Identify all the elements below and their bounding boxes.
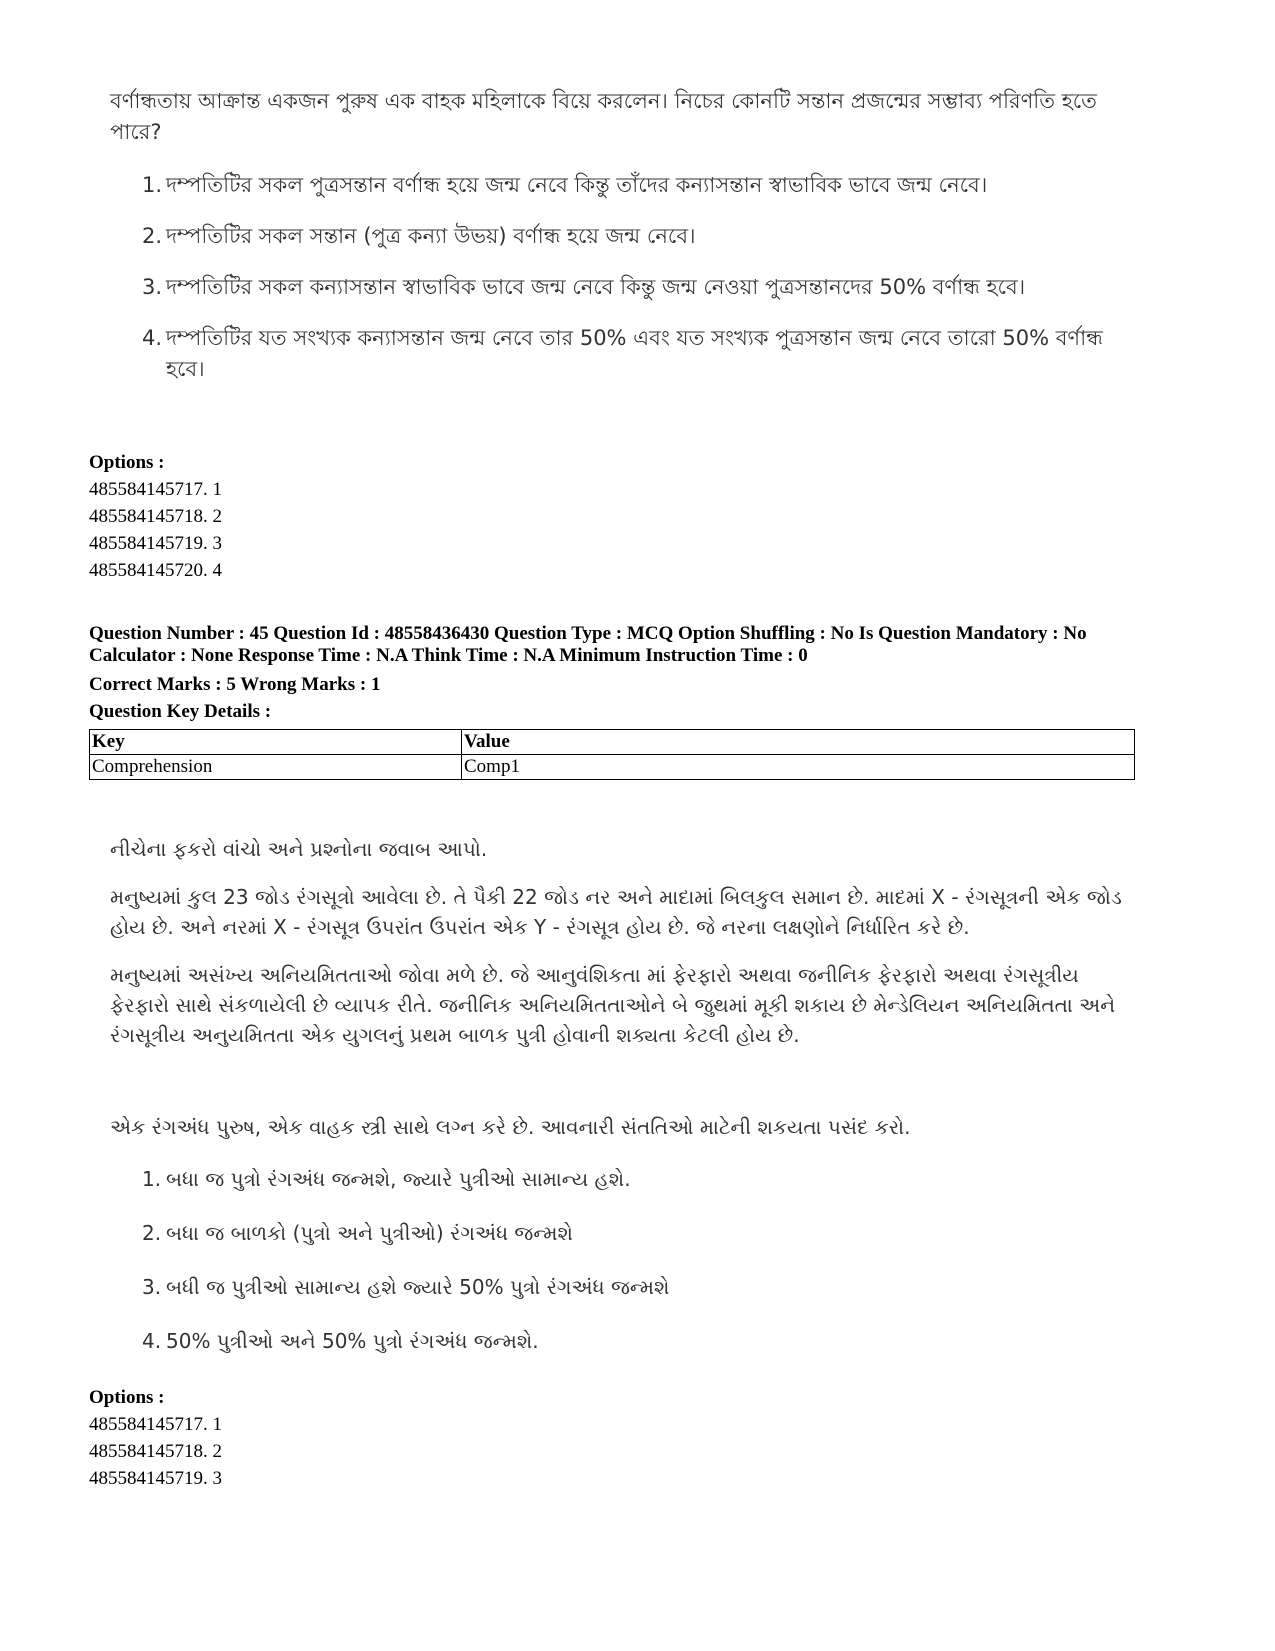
table-header-key: Key [90, 730, 462, 755]
table-row [90, 755, 1135, 780]
choice-text: দম্পতিটির যত সংখ্যক কন্যাসন্তান জন্ম নেবে তার 50% এবং যত সংখ্যক পুত্রসন্তান জন্ম নেবে তারো 50% বর্ণান্ধ হবে। [166, 326, 1103, 381]
choice-number: 3. [142, 1275, 162, 1299]
passage-intro: નીચેના ફકરો વાંચો અને પ્રશ્નોના જવાબ આપો. [110, 837, 488, 861]
passage-paragraph-2: મનુષ્યમાં અસંખ્ય અનિયમિતતાઓ જોવા મળે છે. જે આનુવંશિકતા માં ફેરફારો અથવા જનીનિક ફેરફારો અથવા રંગસૂત્રીય ફેરફારો સાથે સંકળાયેલી છે વ્યાપક રીતે. જનીનિક અનિયમિતતાઓને બે જુથમાં મૂકી શકાય છે મેન્ડેલિયન અનિયમિતતા અને રંગસૂત્રીય અનુયમિતતા એક યુગલનું પ્રથમ બાળક પુત્રી હોવાની શક્યતા કેટલી હોય છે. [110, 963, 1116, 1047]
q44-choice-1 [110, 170, 1120, 201]
q44-choice-3 [110, 272, 1120, 303]
passage-paragraph-1: મનુષ્યમાં કુલ 23 જોડ રંગસૂત્રો આવેલા છે. તે પૈકી 22 જોડ નર અને માદામાં બિલકુલ સમાન છે. માદમાં X - રંગસૂત્રની એક જોડ હોય છે. અને નરમાં X - રંગસૂત્ર ઉપરાંત ઉપરાંત એક Y - રંગસૂત્ર હોય છે. જે નરના લક્ષણોને નિર્ધારિત કરે છે. [110, 885, 1122, 939]
table-header-row [90, 730, 1135, 755]
option-item: 485584145718. 2 [89, 506, 222, 527]
option-item: 485584145718. 2 [89, 1441, 222, 1462]
table-header-value: Value [462, 730, 1135, 755]
choice-number: 4. [142, 1329, 162, 1353]
q45-metadata: Question Number : 45 Question Id : 48558436430 Question Type : MCQ Option Shuffling : No Is Question Mandatory : No Calculator : None Response Time : N.A Think Time : N.A Minimum Instruction Time : 0 [89, 623, 1087, 666]
choice-text: দম্পতিটির সকল সন্তান (পুত্র কন্যা উভয়) বর্ণান্ধ হয়ে জন্ম নেবে। [166, 224, 696, 248]
q45-question-text: એક રંગઅંધ પુરુષ, એક વાહક સ્ત્રી સાથે લગ્ન કરે છે. આવનારી સંતતિઓ માટેની શકયતા પસંદ કરો. [110, 1115, 911, 1139]
q45-choice-list [110, 1164, 1140, 1357]
choice-number: 4. [142, 326, 163, 350]
table-cell: Comp1 [462, 755, 1135, 780]
q44-question-text: বর্ণান্ধতায় আক্রান্ত একজন পুরুষ এক বাহক মহিলাকে বিয়ে করলেন। নিচের কোনটি সন্তান প্রজন্মের সম্ভাব্য পরিণতি হতে পারে? [110, 89, 1097, 144]
choice-text: બધી જ પુત્રીઓ સામાન્ય હશે જ્યારે 50% પુત્રો રંગઅંધ જન્મશે [166, 1275, 670, 1299]
q45-choice-2 [110, 1218, 1140, 1249]
choice-text: બધા જ પુત્રો રંગઅંધ જન્મશે, જ્યારે પુત્રીઓ સામાન્ય હશે. [166, 1167, 631, 1191]
q45-key-details-label: Question Key Details : [89, 701, 272, 722]
q45-choice-4 [110, 1326, 1140, 1357]
choice-number: 1. [142, 1167, 162, 1191]
options-label: Options : [89, 452, 165, 473]
choice-text: 50% પુત્રીઓ અને 50% પુત્રો રંગઅંધ જન્મશે. [166, 1329, 539, 1353]
q44-question-image [110, 86, 1120, 385]
q44-choice-2 [110, 221, 1120, 252]
choice-number: 1. [142, 173, 163, 197]
option-item: 485584145719. 3 [89, 533, 222, 554]
q44-choice-4 [110, 323, 1120, 385]
q45-marks: Correct Marks : 5 Wrong Marks : 1 [89, 674, 381, 695]
choice-number: 3. [142, 275, 163, 299]
option-item: 485584145720. 4 [89, 560, 222, 581]
choice-number: 2. [142, 224, 163, 248]
option-item: 485584145719. 3 [89, 1468, 222, 1489]
choice-text: બધા જ બાળકો (પુત્રો અને પુત્રીઓ) રંગઅંધ જન્મશે [166, 1221, 573, 1245]
table-cell: Comprehension [90, 755, 462, 780]
q45-question-image [110, 834, 1140, 1357]
q44-options [89, 449, 222, 584]
option-item: 485584145717. 1 [89, 1414, 222, 1435]
q44-choice-list [110, 170, 1120, 385]
option-item: 485584145717. 1 [89, 479, 222, 500]
options-label: Options : [89, 1387, 165, 1408]
question-key-table [89, 729, 1135, 780]
q45-choice-3 [110, 1272, 1140, 1303]
q45-choice-1 [110, 1164, 1140, 1195]
q45-options [89, 1384, 222, 1492]
choice-text: দম্পতিটির সকল কন্যাসন্তান স্বাভাবিক ভাবে জন্ম নেবে কিন্তু জন্ম নেওয়া পুত্রসন্তানদের 50% বর্ণান্ধ হবে। [166, 275, 1026, 299]
choice-text: দম্পতিটির সকল পুত্রসন্তান বর্ণান্ধ হয়ে জন্ম নেবে কিন্তু তাঁদের কন্যাসন্তান স্বাভাবিক ভাবে জন্ম নেবে। [166, 173, 988, 197]
choice-number: 2. [142, 1221, 162, 1245]
